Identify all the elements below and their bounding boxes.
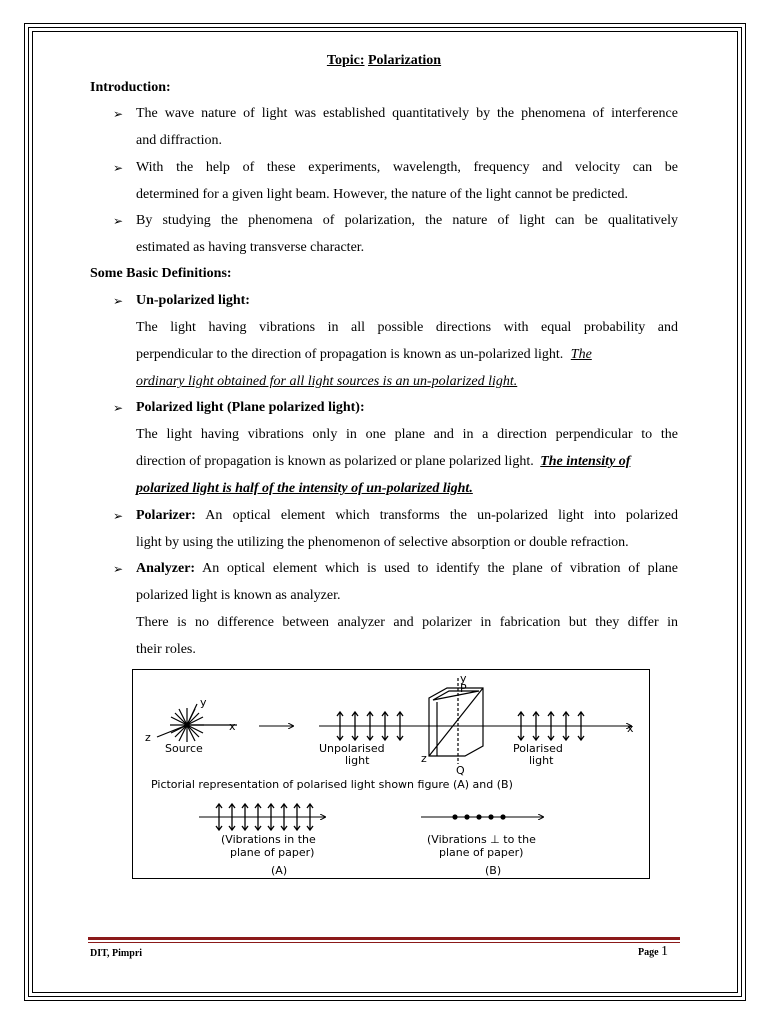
polarizer-crystal — [429, 678, 483, 764]
figure-b-line-2: plane of paper) — [439, 846, 524, 859]
intro-bullet-3-line-2: estimated as having transverse character. — [136, 240, 365, 255]
polarizer-term: Polarizer: — [136, 508, 196, 523]
unpolarized-line-3: ordinary light obtained for all light sources is an un-polarized light. — [136, 374, 518, 389]
unpolarized-line-2b: The — [570, 347, 592, 362]
crystal-axis-y: y — [460, 672, 467, 685]
analyzer-line-4: their roles. — [136, 642, 196, 657]
polarizer-text: An optical element which transforms the un-polarized light into polarized — [205, 508, 678, 523]
analyzer-text: An optical element which is used to identify the plane of vibration of plane — [202, 561, 678, 576]
polarizer-line-2: light by using the utilizing the phenomenon of selective absorption or double refraction. — [136, 535, 629, 550]
polarization-figure — [132, 669, 650, 879]
polarized-line-2b: The intensity of — [540, 454, 631, 469]
footer-institution: DIT, Pimpri — [90, 948, 143, 959]
source-axis-z: z — [145, 731, 151, 744]
intro-bullet-1-line-2: and diffraction. — [136, 133, 223, 148]
footer-page-number: 1 — [661, 944, 669, 959]
footer-rule-thin — [88, 942, 680, 943]
definitions-heading: Some Basic Definitions: — [90, 266, 232, 281]
source-label: Source — [165, 742, 203, 755]
analyzer-line-3: There is no difference between analyzer and polarizer in fabrication but they differ in — [136, 615, 678, 630]
page-title — [0, 53, 768, 69]
vibration-dot — [452, 814, 457, 819]
arrow-bullet-icon: ➢ — [113, 562, 124, 576]
arrow-bullet-icon: ➢ — [113, 401, 124, 415]
analyzer-line-1 — [136, 561, 678, 577]
polarizer-line-1 — [136, 508, 678, 524]
vibration-dot — [476, 814, 481, 819]
figure-a-line-2: plane of paper) — [230, 846, 315, 859]
intro-bullet-3-line-1: By studying the phenomena of polarization, the nature of light can be qualitatively — [136, 213, 678, 228]
vibration-dot — [500, 814, 505, 819]
label-q: Q — [456, 764, 465, 777]
arrow-bullet-icon: ➢ — [113, 107, 124, 121]
vibration-dot — [488, 814, 493, 819]
polarized-term: Polarized light (Plane polarized light): — [136, 400, 365, 415]
figure-caption: Pictorial representation of polarised light shown figure (A) and (B) — [151, 778, 513, 791]
arrow-bullet-icon: ➢ — [113, 509, 124, 523]
footer-page-label: Page — [638, 947, 659, 958]
label-p: P — [460, 682, 467, 695]
figure-a-label: (A) — [271, 864, 288, 877]
unpolarized-line-2 — [136, 347, 592, 363]
polarised-label-2: light — [529, 754, 554, 767]
title-text: Polarization — [368, 53, 442, 68]
crystal-axis-z: z — [421, 752, 427, 765]
unpolarized-term: Un-polarized light: — [136, 293, 250, 308]
figure-b-line-1: (Vibrations ⊥ to the — [427, 833, 536, 846]
arrow-bullet-icon: ➢ — [113, 214, 124, 228]
title-label: Topic: — [326, 53, 365, 68]
arrow-bullet-icon: ➢ — [113, 161, 124, 175]
intro-bullet-1-line-1: The wave nature of light was established quantitatively by the phenomena of interference — [136, 106, 678, 121]
source-axis-x: x — [229, 720, 236, 733]
unpolarised-label: Unpolarised — [319, 742, 385, 755]
analyzer-term: Analyzer: — [136, 561, 196, 576]
intro-heading: Introduction: — [90, 80, 171, 95]
arrow-bullet-icon: ➢ — [113, 294, 124, 308]
unpolarized-line-1: The light having vibrations in all possible directions with equal probability and — [136, 320, 678, 335]
polarized-line-2a: direction of propagation is known as polarized or plane polarized light. — [136, 454, 534, 469]
source-axis-y: y — [200, 696, 207, 709]
polarised-label: Polarised — [513, 742, 563, 755]
main-axis-x: x — [627, 722, 634, 735]
polarized-line-2 — [136, 454, 630, 470]
footer-page — [638, 944, 668, 960]
figure-b-label: (B) — [485, 864, 502, 877]
analyzer-line-2: polarized light is known as analyzer. — [136, 588, 341, 603]
unpolarized-line-2a: perpendicular to the direction of propagation is known as un-polarized light. — [136, 347, 564, 362]
polarization-diagram — [133, 670, 649, 878]
vibration-dot — [464, 814, 469, 819]
polarized-line-3: polarized light is half of the intensity of un-polarized light. — [136, 481, 473, 496]
polarized-line-1: The light having vibrations only in one plane and in a direction perpendicular to the — [136, 427, 678, 442]
figure-a-line-1: (Vibrations in the — [221, 833, 316, 846]
footer-rule — [88, 937, 680, 940]
intro-bullet-2-line-1: With the help of these experiments, wavelength, frequency and velocity can be — [136, 160, 678, 175]
intro-bullet-2-line-2: determined for a given light beam. However, the nature of the light cannot be predicted. — [136, 187, 628, 202]
source-star-icon — [157, 704, 237, 742]
unpolarised-label-2: light — [345, 754, 370, 767]
